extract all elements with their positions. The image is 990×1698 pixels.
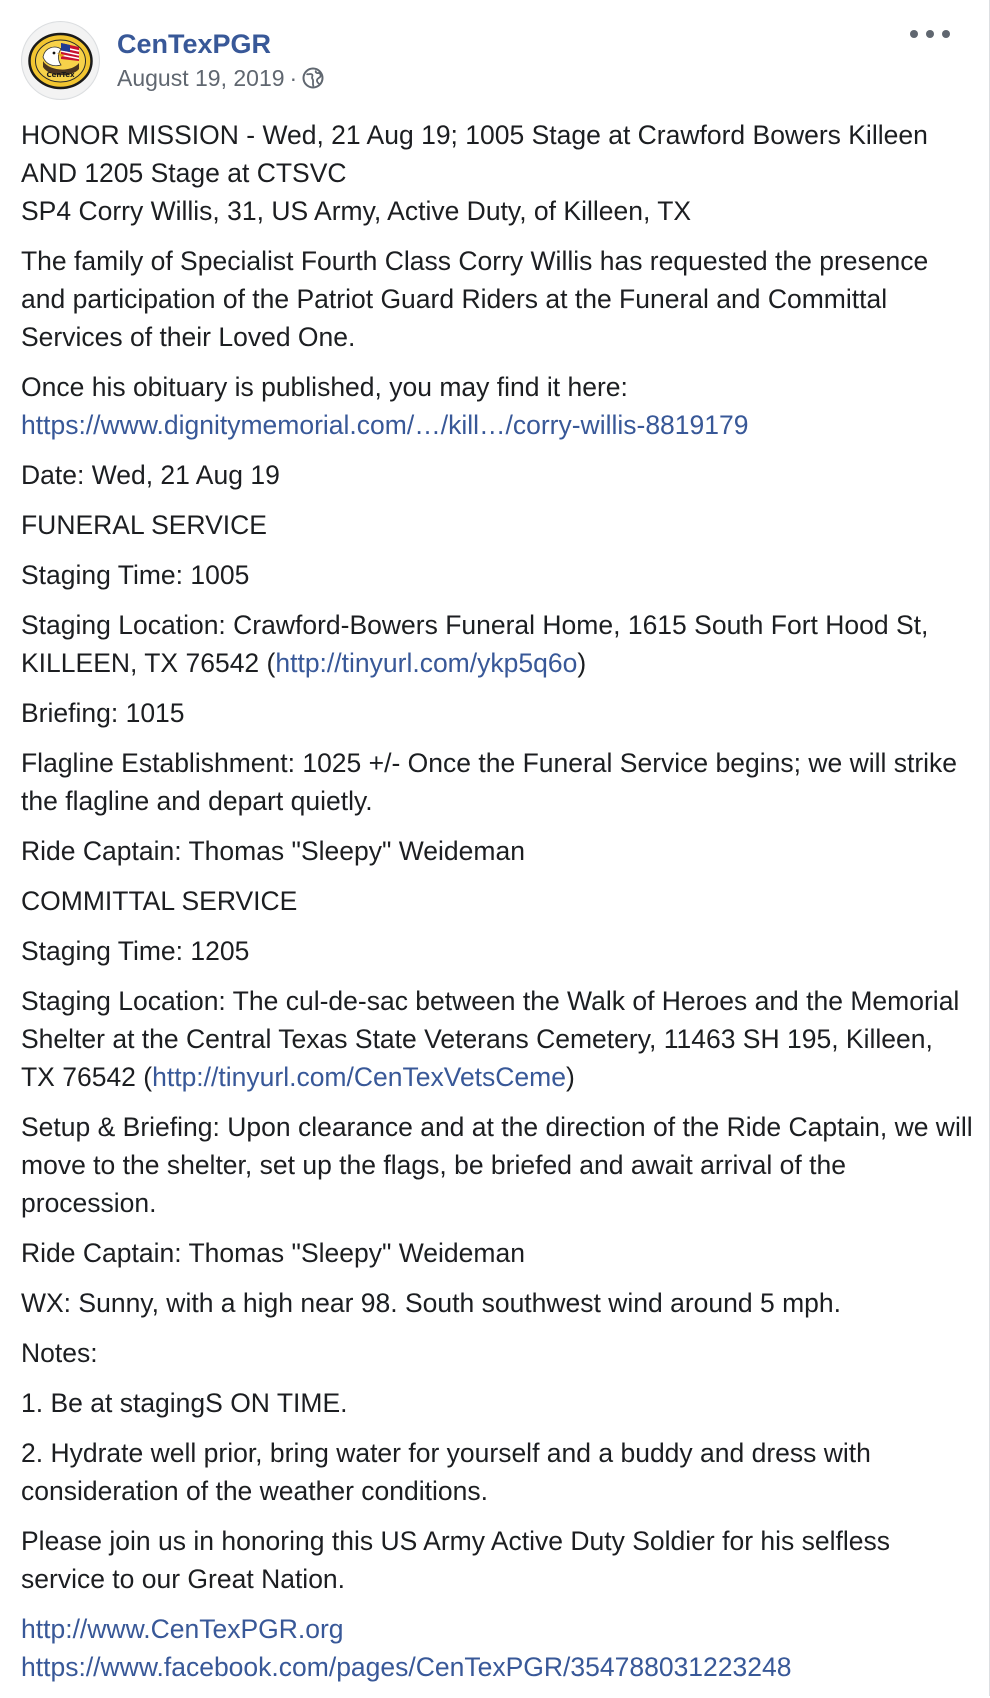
committal-location bbox=[21, 982, 973, 1096]
title-line-1: HONOR MISSION - Wed, 21 Aug 19; 1005 Stage at Crawford Bowers Killeen AND 1205 Stage at CTSVC bbox=[21, 120, 928, 188]
more-dot-icon bbox=[910, 30, 918, 38]
committal-location-close: ) bbox=[565, 1062, 575, 1092]
post-body bbox=[21, 116, 973, 1698]
obituary-link[interactable]: https://www.dignitymemorial.com/…/kill…/corry-willis-8819179 bbox=[21, 410, 749, 440]
committal-staging-time: Staging Time: 1205 bbox=[21, 936, 250, 966]
note-2: 2. Hydrate well prior, bring water for yourself and a buddy and dress with consideration of the weather conditions. bbox=[21, 1438, 871, 1506]
funeral-location-link[interactable]: http://tinyurl.com/ykp5q6o bbox=[275, 648, 578, 678]
committal-location-text: Staging Location: The cul-de-sac between the Walk of Heroes and the Memorial Shelter at the Central Texas State Veterans Cemetery, 11463 SH 195, Killeen, TX 76542 ( bbox=[21, 986, 960, 1092]
post-header bbox=[21, 20, 324, 100]
more-dot-icon bbox=[926, 30, 934, 38]
funeral-flagline: Flagline Establishment: 1025 +/- Once the Funeral Service begins; we will strike the flagline and depart quietly. bbox=[21, 748, 958, 816]
more-options-button[interactable] bbox=[910, 22, 950, 46]
committal-location-link[interactable]: http://tinyurl.com/CenTexVetsCeme bbox=[152, 1062, 566, 1092]
closing: Please join us in honoring this US Army Active Duty Soldier for his selfless service to our Great Nation. bbox=[21, 1526, 891, 1594]
post-title bbox=[21, 116, 973, 230]
committal-setup: Setup & Briefing: Upon clearance and at the direction of the Ride Captain, we will move to the shelter, set up the flags, be briefed and await arrival of the procession. bbox=[21, 1112, 973, 1218]
funeral-briefing: Briefing: 1015 bbox=[21, 698, 185, 728]
page-name-link[interactable]: CenTexPGR bbox=[117, 29, 272, 59]
facebook-link[interactable]: https://www.facebook.com/pages/CenTexPGR/354788031223248 bbox=[21, 1652, 792, 1682]
committal-heading: COMMITTAL SERVICE bbox=[21, 886, 298, 916]
obituary-paragraph bbox=[21, 368, 973, 444]
funeral-location-close: ) bbox=[577, 648, 587, 678]
obituary-intro: Once his obituary is published, you may find it here: bbox=[21, 372, 628, 402]
funeral-heading: FUNERAL SERVICE bbox=[21, 510, 267, 540]
family-request: The family of Specialist Fourth Class Corry Willis has requested the presence and participation of the Patriot Guard Riders at the Funeral and Committal Services of their Loved One. bbox=[21, 246, 929, 352]
post-meta bbox=[117, 63, 324, 93]
notes-heading: Notes: bbox=[21, 1338, 98, 1368]
funeral-staging-time: Staging Time: 1005 bbox=[21, 560, 250, 590]
post-timestamp[interactable]: August 19, 2019 bbox=[117, 65, 285, 91]
avatar[interactable] bbox=[21, 21, 100, 100]
committal-ride-captain: Ride Captain: Thomas "Sleepy" Weideman bbox=[21, 1238, 525, 1268]
funeral-location-text: Staging Location: Crawford-Bowers Funeral Home, 1615 South Fort Hood St, KILLEEN, TX 76542 ( bbox=[21, 610, 929, 678]
more-dot-icon bbox=[942, 30, 950, 38]
avatar-logo-text: CenTex bbox=[46, 70, 75, 79]
title-line-2: SP4 Corry Willis, 31, US Army, Active Duty, of Killeen, TX bbox=[21, 196, 692, 226]
centexpgr-logo-icon bbox=[21, 21, 100, 100]
globe-icon[interactable] bbox=[302, 67, 324, 89]
date-line: Date: Wed, 21 Aug 19 bbox=[21, 460, 280, 490]
website-link[interactable]: http://www.CenTexPGR.org bbox=[21, 1614, 344, 1644]
funeral-location bbox=[21, 606, 973, 682]
funeral-ride-captain: Ride Captain: Thomas "Sleepy" Weideman bbox=[21, 836, 525, 866]
weather: WX: Sunny, with a high near 98. South southwest wind around 5 mph. bbox=[21, 1288, 842, 1318]
links-paragraph bbox=[21, 1610, 973, 1686]
note-1: 1. Be at stagingS ON TIME. bbox=[21, 1388, 348, 1418]
meta-separator: · bbox=[289, 65, 298, 91]
header-text bbox=[117, 27, 324, 93]
